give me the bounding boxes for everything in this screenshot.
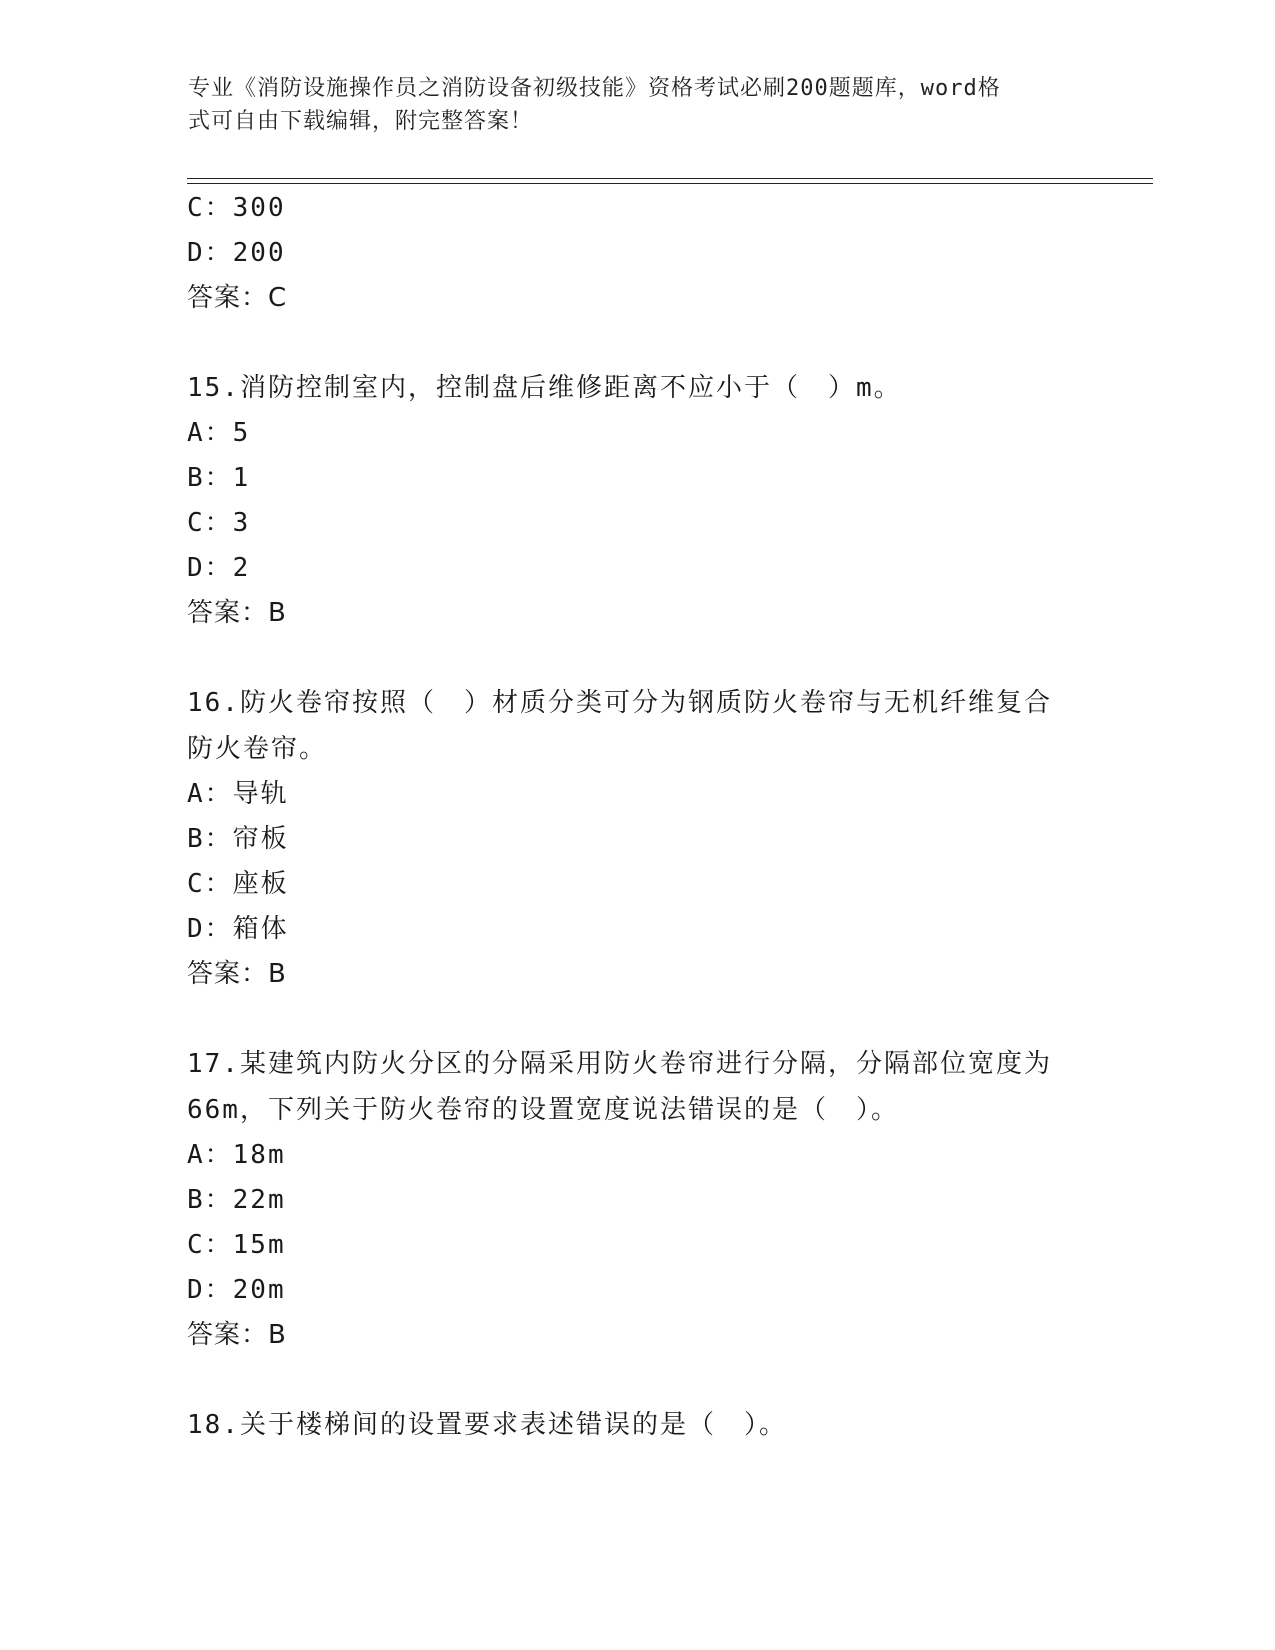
option-a: A：18m [187,1140,286,1170]
option-d: D：20m [187,1275,286,1305]
question-stem: 18.关于楼梯间的设置要求表述错误的是（ ）。 [187,1410,787,1440]
option-a: A：导轨 [187,779,289,809]
answer: 答案：B [187,1320,287,1350]
question-stem: 16.防火卷帘按照（ ）材质分类可分为钢质防火卷帘与无机纤维复合 [187,688,1052,718]
header-divider-bottom [187,183,1153,184]
option-b: B：帘板 [187,824,289,854]
answer: 答案：B [187,959,287,989]
question-stem: 15.消防控制室内，控制盘后维修距离不应小于（ ）m。 [187,373,902,403]
option-b: B：1 [187,463,251,493]
option-c: C：300 [187,193,286,223]
header-divider-top [187,178,1153,179]
option-c: C：15m [187,1230,286,1260]
option-d: D：2 [187,553,251,583]
answer: 答案：B [187,598,287,628]
question-stem-continued: 防火卷帘。 [187,734,328,764]
question-stem: 17.某建筑内防火分区的分隔采用防火卷帘进行分隔，分隔部位宽度为 [187,1049,1052,1079]
option-c: C：3 [187,508,251,538]
option-a: A：5 [187,418,251,448]
header-line-2: 式可自由下载编辑，附完整答案！ [188,109,534,134]
option-c: C：座板 [187,869,289,899]
option-d: D：箱体 [187,914,289,944]
answer: 答案：C [187,283,288,313]
header-line-1: 专业《消防设施操作员之消防设备初级技能》资格考试必刷200题题库，word格 [188,76,1001,101]
option-d: D：200 [187,238,286,268]
question-stem-continued: 66m，下列关于防火卷帘的设置宽度说法错误的是（ ）。 [187,1095,899,1125]
document-header [188,72,1088,138]
option-b: B：22m [187,1185,286,1215]
